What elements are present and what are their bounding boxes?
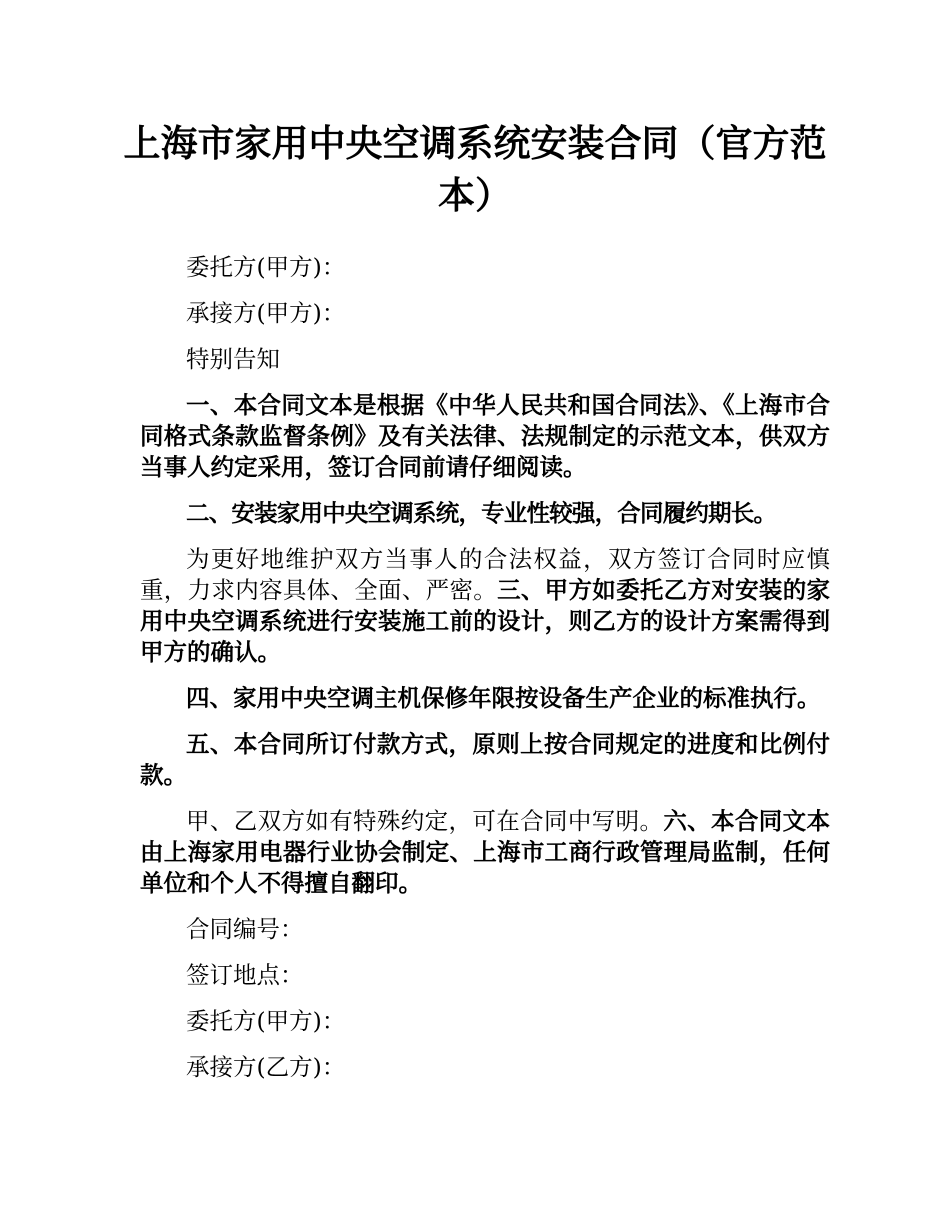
paragraph-text: 委托方(甲方)：: [186, 1007, 346, 1035]
paragraph-text-bold: 一、本合同文本是根据《中华人民共和国合同法》、《上海市合同格式条款监督条例》及有关法律、法规制定的示范文本，供双方当事人约定采用，签订合同前请仔细阅读。: [140, 391, 830, 481]
paragraph-text-bold: 二、安装家用中央空调系统，专业性较强，合同履约期长。: [186, 499, 777, 527]
paragraph-text-bold: 三、甲方如委托乙方对安装的家用中央空调系统进行安装施工前的设计，则乙方的设计方案需得到甲方的确认。: [140, 576, 831, 666]
paragraph-text: 签订地点：: [186, 961, 304, 989]
paragraph-text: 合同编号：: [186, 915, 304, 943]
paragraph-client-2: [140, 1006, 830, 1037]
document-title: 上海市家用中央空调系统安装合同（官方范本）: [123, 122, 827, 217]
paragraph-text: 承接方(甲方)：: [186, 299, 346, 327]
paragraph-notice-4: [140, 683, 830, 714]
paragraph-client: [140, 252, 830, 283]
paragraph-text-bold: 五、本合同所订付款方式，原则上按合同规定的进度和比例付款。: [140, 730, 830, 789]
document-body: [140, 250, 830, 1083]
paragraph-signing-place: [140, 960, 830, 991]
paragraph-contractor-2: [140, 1052, 830, 1083]
paragraph-text: 为更好地维护双方当事人的合法权益，双方签订合同时应慎重，力求内容具体、全面、严密。: [140, 545, 830, 604]
paragraph-notice-5: [140, 729, 830, 791]
paragraph-text: 特别告知: [186, 345, 280, 373]
paragraph-contractor: [140, 298, 830, 329]
paragraph-notice-3: [140, 544, 830, 668]
paragraph-notice-1: [140, 390, 830, 483]
paragraph-text: 承接方(乙方)：: [186, 1053, 346, 1081]
paragraph-special-notice: [140, 344, 830, 375]
paragraph-text-bold: 六、本合同文本由上海家用电器行业协会制定、上海市工商行政管理局监制，任何单位和个人不得擅自翻印。: [140, 807, 831, 897]
paragraph-text: 委托方(甲方)：: [186, 253, 346, 281]
paragraph-notice-6: [140, 806, 830, 899]
paragraph-text: 甲、乙双方如有特殊约定，可在合同中写明。: [186, 807, 664, 835]
paragraph-contract-number: [140, 914, 830, 945]
paragraph-notice-2: [140, 498, 830, 529]
paragraph-text-bold: 四、家用中央空调主机保修年限按设备生产企业的标准执行。: [186, 684, 821, 712]
